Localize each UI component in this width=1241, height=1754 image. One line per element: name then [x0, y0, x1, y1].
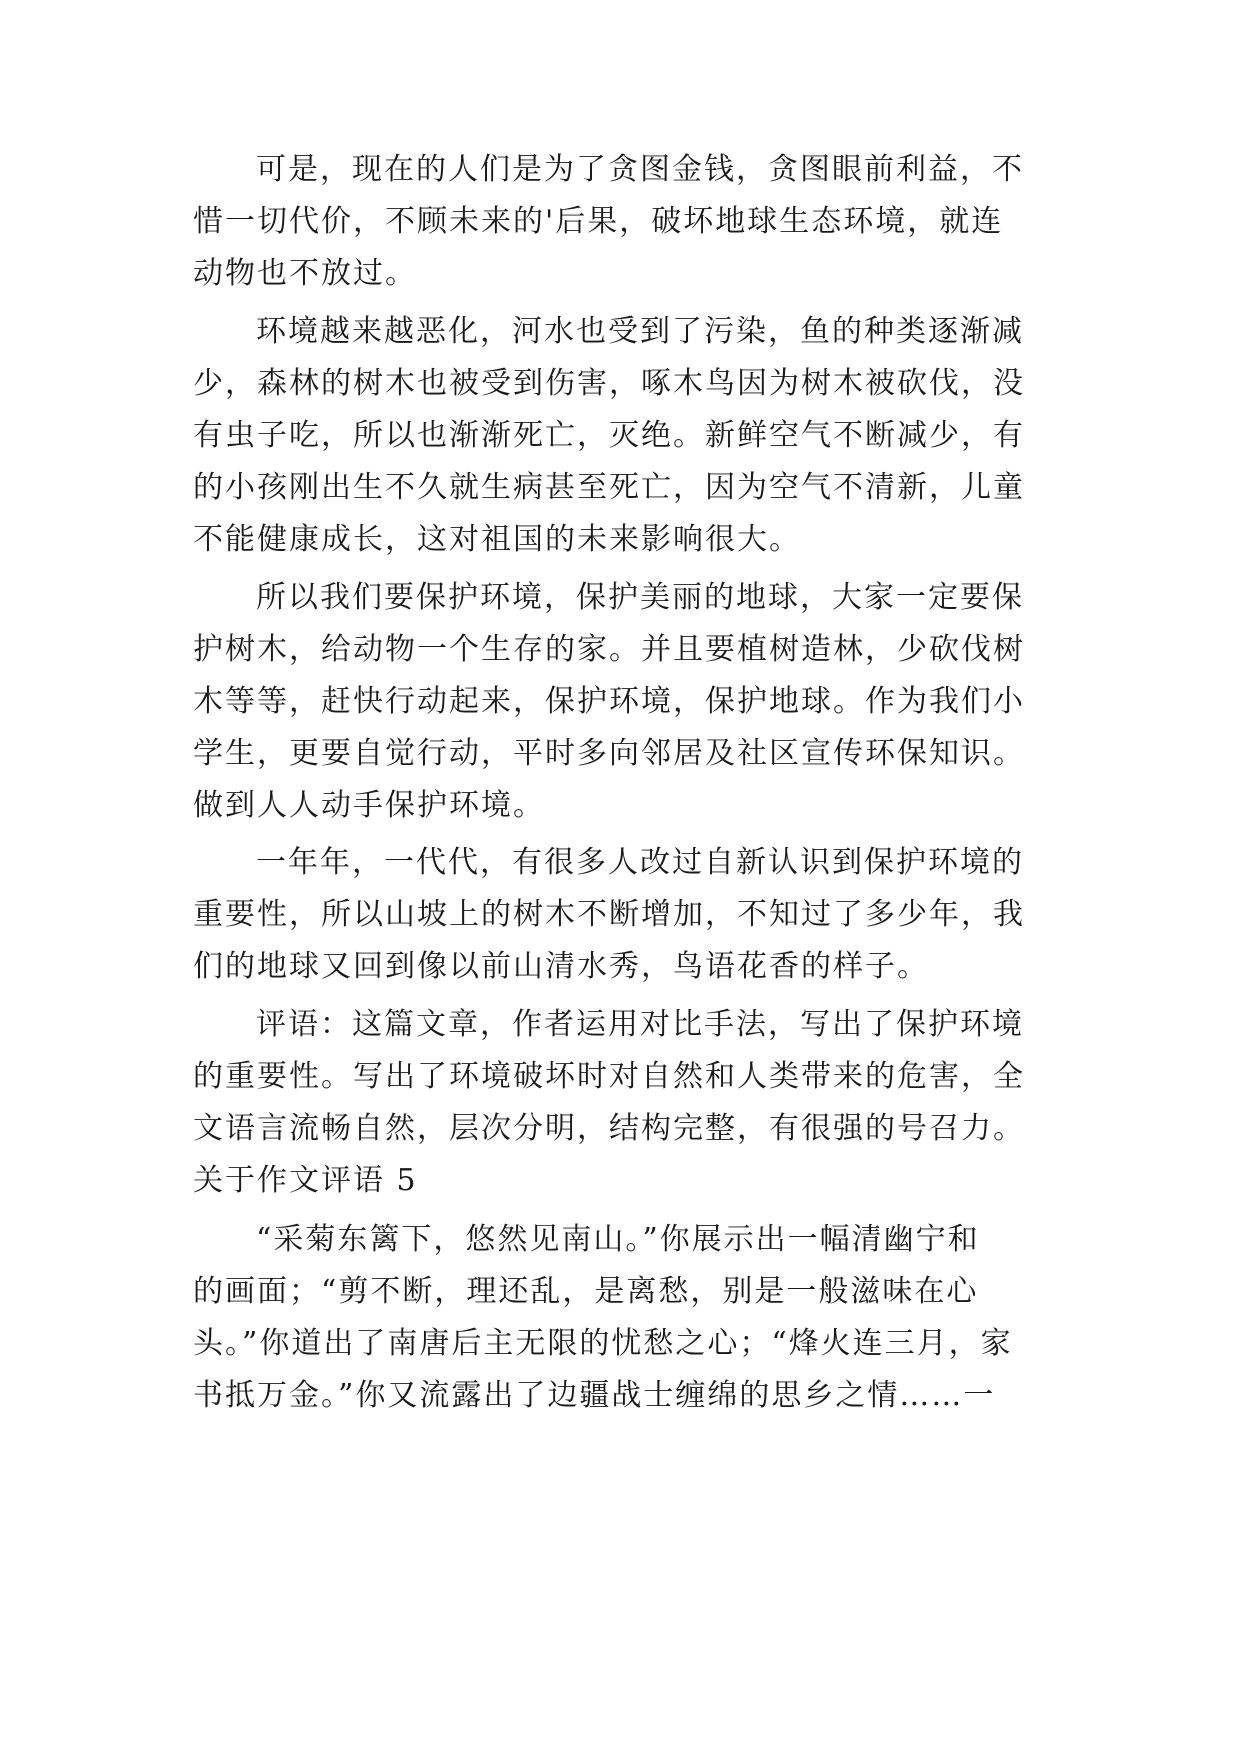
paragraph-3-line-5: 做到人人动手保护环境。 [193, 788, 545, 823]
paragraph-4-line-2: 重要性，所以山坡上的树木不断增加，不知过了多少年，我 [193, 897, 1025, 932]
paragraph-6-line-3: 头。”你道出了南唐后主无限的忧愁之心；“烽火连三月，家 [193, 1326, 1013, 1361]
paragraph-3-line-2: 护树木，给动物一个生存的家。并且要植树造林，少砍伐树 [193, 632, 1025, 667]
paragraph-3-line-4: 学生，更要自觉行动，平时多向邻居及社区宣传环保知识。 [193, 736, 1025, 771]
paragraph-6-line-4: 书抵万金。”你又流露出了边疆战士缠绵的思乡之情……一 [193, 1378, 996, 1413]
paragraph-2-line-5: 不能健康成长，这对祖国的未来影响很大。 [193, 522, 801, 557]
paragraph-2-line-4: 的小孩刚出生不久就生病甚至死亡，因为空气不清新，儿童 [193, 470, 1025, 505]
paragraph-5-line-2: 的重要性。写出了环境破坏时对自然和人类带来的危害，全 [193, 1059, 1025, 1094]
paragraph-6-line-2: 的画面；“剪不断，理还乱，是离愁，别是一般滋味在心 [193, 1274, 979, 1309]
paragraph-6-line-1: “采菊东篱下，悠然见南山。”你展示出一幅清幽宁和 [256, 1222, 980, 1257]
paragraph-4-line-3: 们的地球又回到像以前山清水秀，鸟语花香的样子。 [193, 949, 929, 984]
paragraph-2-line-3: 有虫子吃，所以也渐渐死亡，灭绝。新鲜空气不断减少，有 [193, 418, 1025, 453]
paragraph-1-line-3: 动物也不放过。 [193, 256, 417, 291]
paragraph-5-line-1: 评语：这篇文章，作者运用对比手法，写出了保护环境 [256, 1007, 1024, 1042]
paragraph-1-line-1: 可是，现在的人们是为了贪图金钱，贪图眼前利益，不 [256, 152, 1024, 187]
paragraph-2-line-2: 少，森林的树木也被受到伤害，啄木鸟因为树木被砍伐，没 [193, 366, 1025, 401]
paragraph-3-line-3: 木等等，赶快行动起来，保护环境，保护地球。作为我们小 [193, 684, 1025, 719]
paragraph-3-line-1: 所以我们要保护环境，保护美丽的地球，大家一定要保 [256, 580, 1024, 615]
paragraph-1-line-2: 惜一切代价，不顾未来的'后果，破坏地球生态环境，就连 [193, 204, 1004, 239]
paragraph-5-line-3: 文语言流畅自然，层次分明，结构完整，有很强的号召力。 [193, 1111, 1025, 1146]
paragraph-4-line-1: 一年年，一代代，有很多人改过自新认识到保护环境的 [256, 845, 1024, 880]
paragraph-2-line-1: 环境越来越恶化，河水也受到了污染，鱼的种类逐渐减 [256, 314, 1024, 349]
section-heading: 关于作文评语 5 [193, 1163, 418, 1198]
